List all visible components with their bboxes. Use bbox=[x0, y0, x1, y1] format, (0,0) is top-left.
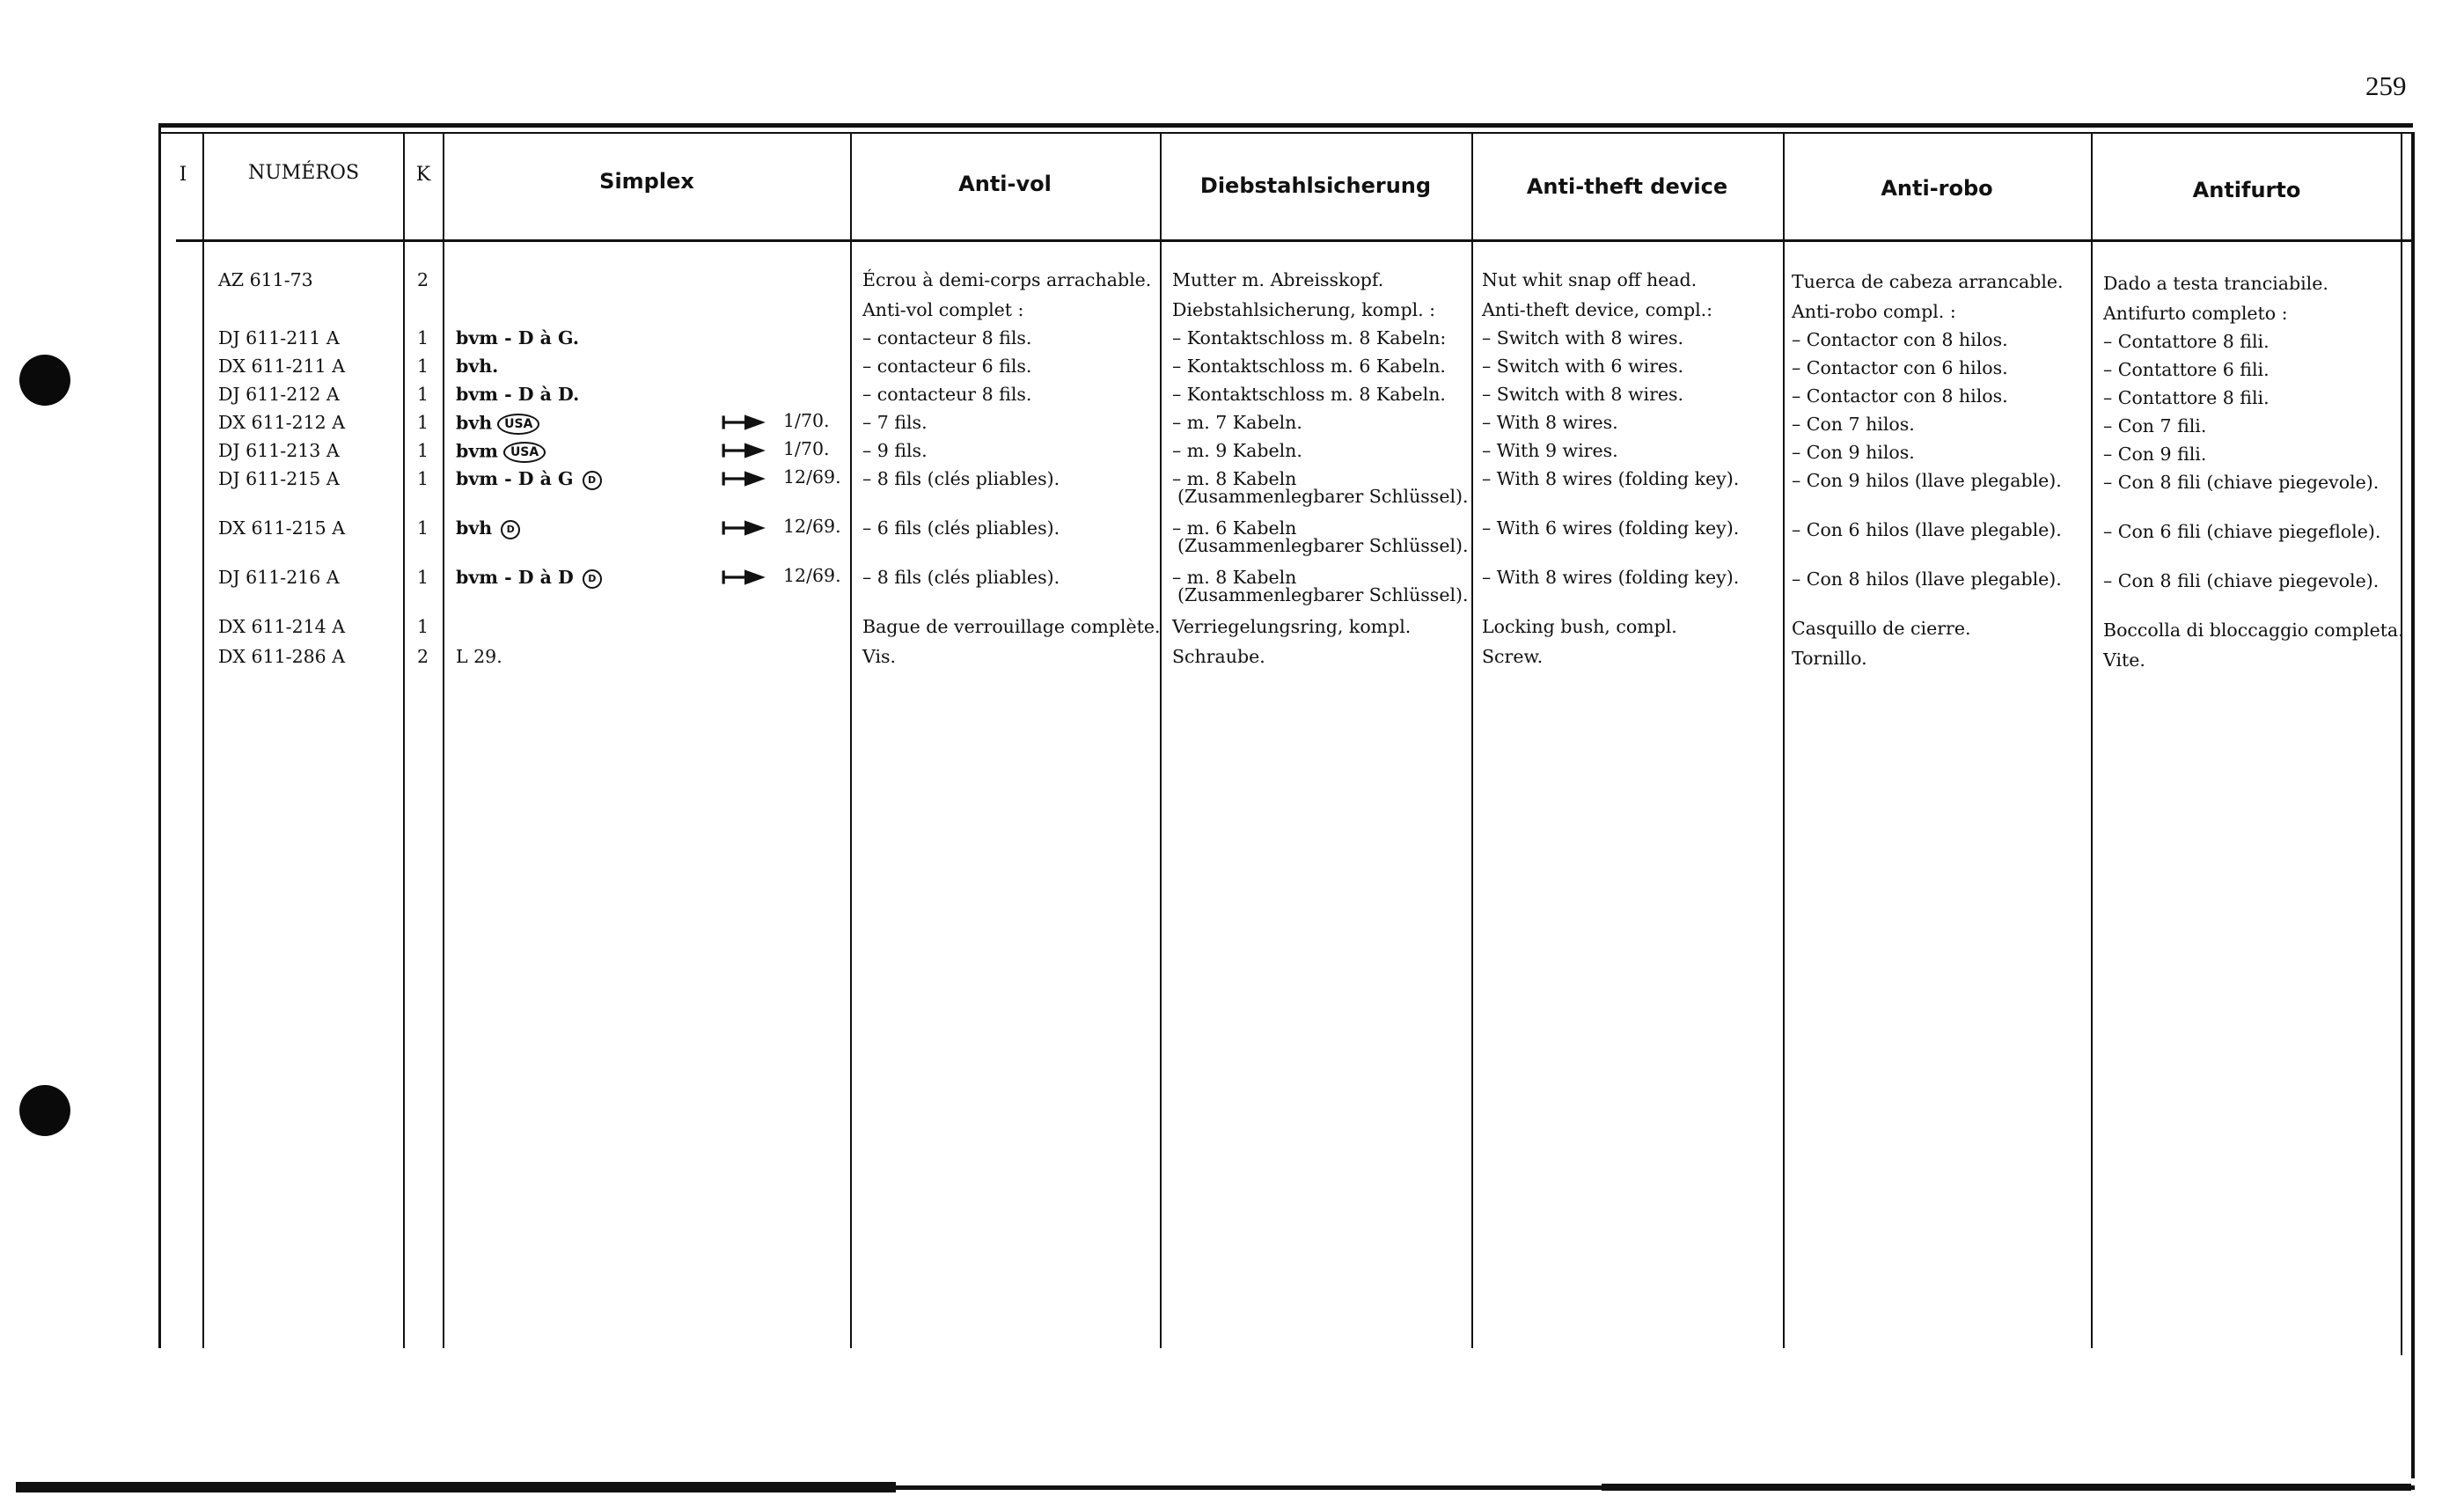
desc-de: – m. 6 Kabeln bbox=[1172, 517, 1297, 539]
simplex-text: bvm bbox=[456, 440, 498, 462]
simplex-text: bvh. bbox=[456, 356, 499, 377]
part-number: DX 611-212 A bbox=[218, 412, 346, 433]
d-marker: D bbox=[501, 520, 520, 539]
top-border-inner bbox=[160, 132, 2413, 134]
header-fr: Anti-vol bbox=[958, 172, 1052, 196]
part-number: DJ 611-212 A bbox=[218, 384, 340, 405]
right-border-inner bbox=[2401, 132, 2402, 1355]
simplex-text: bvm - D à G bbox=[456, 468, 574, 489]
desc-es: – Contactor con 6 hilos. bbox=[1792, 357, 2008, 378]
desc-it: Dado a testa tranciabile. bbox=[2103, 273, 2328, 294]
quantity-k: 1 bbox=[417, 356, 429, 377]
desc-fr: Écrou à demi-corps arrachable. bbox=[862, 269, 1152, 290]
d-marker: D bbox=[583, 569, 602, 589]
simplex-code bbox=[456, 442, 546, 463]
bottom-border-mid bbox=[1602, 1484, 2411, 1491]
desc-it: Boccolla di bloccaggio completa. bbox=[2103, 620, 2404, 641]
desc-es: Casquillo de cierre. bbox=[1792, 618, 1971, 639]
desc-fr: Bague de verrouillage complète. bbox=[862, 616, 1161, 637]
desc-es: – Con 9 hilos. bbox=[1792, 442, 1915, 463]
desc-de: Verriegelungsring, kompl. bbox=[1172, 616, 1412, 637]
header-de: Diebstahlsicherung bbox=[1199, 173, 1432, 198]
usa-marker: USA bbox=[497, 414, 539, 435]
quantity-k: 1 bbox=[417, 616, 429, 637]
desc-de: – m. 7 Kabeln. bbox=[1172, 412, 1302, 433]
desc-es: – Con 6 hilos (llave plegable). bbox=[1792, 519, 2062, 540]
part-number: DJ 611-216 A bbox=[218, 567, 340, 588]
desc-de: – m. 8 Kabeln bbox=[1172, 567, 1297, 588]
header-en: Anti-theft device bbox=[1526, 174, 1728, 199]
desc-es: – Con 7 hilos. bbox=[1792, 414, 1915, 435]
col-line-7 bbox=[1783, 132, 1785, 1348]
col-line-1 bbox=[202, 132, 204, 1348]
header-simplex: Simplex bbox=[599, 169, 694, 194]
desc-it: – Contattore 6 fili. bbox=[2103, 359, 2270, 380]
desc-en: – With 8 wires (folding key). bbox=[1482, 567, 1740, 588]
date-label: 12/69. bbox=[783, 516, 841, 537]
desc-en: Anti-theft device, compl.: bbox=[1482, 299, 1713, 320]
desc-es: – Con 8 hilos (llave plegable). bbox=[1792, 568, 2062, 590]
effective-date bbox=[722, 468, 841, 488]
desc-de: – Kontaktschloss m. 6 Kabeln. bbox=[1172, 356, 1446, 377]
simplex-text: bvm - D à G. bbox=[456, 327, 579, 348]
date-label: 12/69. bbox=[783, 466, 841, 488]
desc-es: – Con 9 hilos (llave plegable). bbox=[1792, 470, 2062, 491]
desc-fr: – 6 fils (clés pliables). bbox=[862, 517, 1060, 539]
desc-fr: – 8 fils (clés pliables). bbox=[862, 567, 1060, 588]
desc-en: – With 8 wires (folding key). bbox=[1482, 468, 1740, 489]
quantity-k: 1 bbox=[417, 327, 429, 348]
header-separator bbox=[176, 239, 2411, 242]
simplex-text: L 29. bbox=[456, 646, 502, 667]
desc-de: – Kontaktschloss m. 8 Kabeln. bbox=[1172, 384, 1446, 405]
desc-it: Vite. bbox=[2103, 649, 2145, 671]
quantity-k: 1 bbox=[417, 468, 429, 489]
right-border bbox=[2411, 132, 2415, 1478]
col-line-4 bbox=[850, 132, 852, 1348]
simplex-code bbox=[456, 568, 602, 589]
effective-date bbox=[722, 567, 841, 587]
quantity-k: 1 bbox=[417, 412, 429, 433]
desc-it: – Con 8 fili (chiave piegevole). bbox=[2103, 570, 2380, 591]
desc-es: Tuerca de cabeza arrancable. bbox=[1792, 271, 2064, 292]
desc-fr: Anti-vol complet : bbox=[862, 299, 1024, 320]
date-label: 1/70. bbox=[783, 410, 830, 431]
desc-fr: – contacteur 8 fils. bbox=[862, 384, 1032, 405]
desc-it: – Contattore 8 fili. bbox=[2103, 331, 2270, 352]
simplex-code bbox=[456, 648, 502, 666]
desc-it: Antifurto completo : bbox=[2103, 303, 2288, 324]
simplex-code bbox=[456, 519, 520, 539]
date-label: 12/69. bbox=[783, 565, 841, 586]
effective-date bbox=[722, 517, 841, 538]
arrow-from-icon bbox=[722, 568, 767, 587]
header-index: I bbox=[179, 164, 187, 186]
bottom-border-thick bbox=[16, 1482, 896, 1492]
desc-it: – Con 6 fili (chiave piegeflole). bbox=[2103, 521, 2381, 542]
desc-en: – Switch with 8 wires. bbox=[1482, 327, 1684, 348]
d-marker: D bbox=[583, 471, 602, 490]
page-number: 259 bbox=[2365, 70, 2407, 101]
desc-de-note: (Zusammenlegbarer Schlüssel). bbox=[1177, 535, 1469, 556]
simplex-text: bvh bbox=[456, 517, 493, 539]
quantity-k: 2 bbox=[417, 269, 429, 290]
desc-de: Schraube. bbox=[1172, 646, 1265, 667]
usa-marker: USA bbox=[503, 442, 546, 463]
part-number: DX 611-211 A bbox=[218, 356, 346, 377]
desc-es: – Contactor con 8 hilos. bbox=[1792, 385, 2008, 407]
part-number: DX 611-286 A bbox=[218, 646, 346, 667]
desc-en: – With 6 wires (folding key). bbox=[1482, 517, 1740, 539]
desc-de-note: (Zusammenlegbarer Schlüssel). bbox=[1177, 584, 1469, 605]
part-number: DJ 611-211 A bbox=[218, 327, 340, 348]
desc-de: – Kontaktschloss m. 8 Kabeln: bbox=[1172, 327, 1447, 348]
simplex-code bbox=[456, 329, 579, 348]
col-line-5 bbox=[1160, 132, 1162, 1348]
desc-it: – Con 8 fili (chiave piegevole). bbox=[2103, 472, 2380, 493]
col-line-2 bbox=[403, 132, 405, 1348]
quantity-k: 1 bbox=[417, 384, 429, 405]
left-border bbox=[158, 123, 161, 1348]
header-numeros: NUMÉROS bbox=[247, 162, 360, 184]
quantity-k: 1 bbox=[417, 567, 429, 588]
desc-de: Diebstahlsicherung, kompl. : bbox=[1172, 299, 1436, 320]
part-number: DX 611-215 A bbox=[218, 517, 346, 539]
desc-en: Screw. bbox=[1482, 646, 1544, 667]
desc-de: Mutter m. Abreisskopf. bbox=[1172, 269, 1384, 290]
desc-fr: – contacteur 8 fils. bbox=[862, 327, 1032, 348]
desc-en: – Switch with 8 wires. bbox=[1482, 384, 1684, 405]
arrow-from-icon bbox=[722, 518, 767, 538]
desc-es: Anti-robo compl. : bbox=[1792, 301, 1956, 322]
arrow-from-icon bbox=[722, 441, 767, 460]
simplex-code bbox=[456, 357, 498, 376]
desc-de: – m. 8 Kabeln bbox=[1172, 468, 1297, 489]
desc-de: – m. 9 Kabeln. bbox=[1172, 440, 1302, 461]
desc-fr: – 8 fils (clés pliables). bbox=[862, 468, 1060, 489]
quantity-k: 1 bbox=[417, 517, 429, 539]
desc-es: – Contactor con 8 hilos. bbox=[1792, 329, 2008, 350]
desc-fr: Vis. bbox=[862, 646, 897, 667]
header-es: Anti-robo bbox=[1881, 176, 1993, 201]
punch-hole-bottom bbox=[19, 1085, 70, 1136]
desc-it: – Con 9 fili. bbox=[2103, 444, 2207, 465]
desc-es: Tornillo. bbox=[1792, 648, 1867, 669]
desc-fr: – 9 fils. bbox=[862, 440, 928, 461]
header-k: K bbox=[415, 164, 431, 186]
header-it: Antifurto bbox=[2192, 178, 2301, 202]
desc-fr: – contacteur 6 fils. bbox=[862, 356, 1032, 377]
effective-date bbox=[722, 412, 830, 432]
col-line-6 bbox=[1471, 132, 1473, 1348]
part-number: DJ 611-215 A bbox=[218, 468, 340, 489]
quantity-k: 2 bbox=[417, 646, 429, 667]
desc-en: Nut whit snap off head. bbox=[1482, 269, 1698, 290]
simplex-code bbox=[456, 385, 579, 404]
desc-en: – With 9 wires. bbox=[1482, 440, 1618, 461]
part-number: DX 611-214 A bbox=[218, 616, 346, 637]
simplex-text: bvm - D à D bbox=[456, 567, 574, 588]
top-border bbox=[160, 123, 2413, 128]
simplex-code bbox=[456, 470, 602, 490]
effective-date bbox=[722, 440, 830, 460]
arrow-from-icon bbox=[722, 469, 767, 488]
desc-it: – Con 7 fili. bbox=[2103, 415, 2207, 436]
date-label: 1/70. bbox=[783, 438, 830, 459]
col-line-8 bbox=[2091, 132, 2093, 1348]
arrow-from-icon bbox=[722, 413, 767, 432]
simplex-text: bvh bbox=[456, 412, 493, 434]
part-number: AZ 611-73 bbox=[218, 269, 313, 290]
col-line-3 bbox=[443, 132, 444, 1348]
simplex-text: bvm - D à D. bbox=[456, 384, 580, 405]
simplex-code bbox=[456, 414, 539, 435]
desc-de-note: (Zusammenlegbarer Schlüssel). bbox=[1177, 486, 1469, 507]
desc-en: – Switch with 6 wires. bbox=[1482, 356, 1684, 377]
punch-hole-top bbox=[19, 355, 70, 406]
desc-fr: – 7 fils. bbox=[862, 412, 928, 433]
part-number: DJ 611-213 A bbox=[218, 440, 340, 461]
quantity-k: 1 bbox=[417, 440, 429, 461]
desc-it: – Contattore 8 fili. bbox=[2103, 387, 2270, 408]
desc-en: Locking bush, compl. bbox=[1482, 616, 1677, 637]
desc-en: – With 8 wires. bbox=[1482, 412, 1618, 433]
